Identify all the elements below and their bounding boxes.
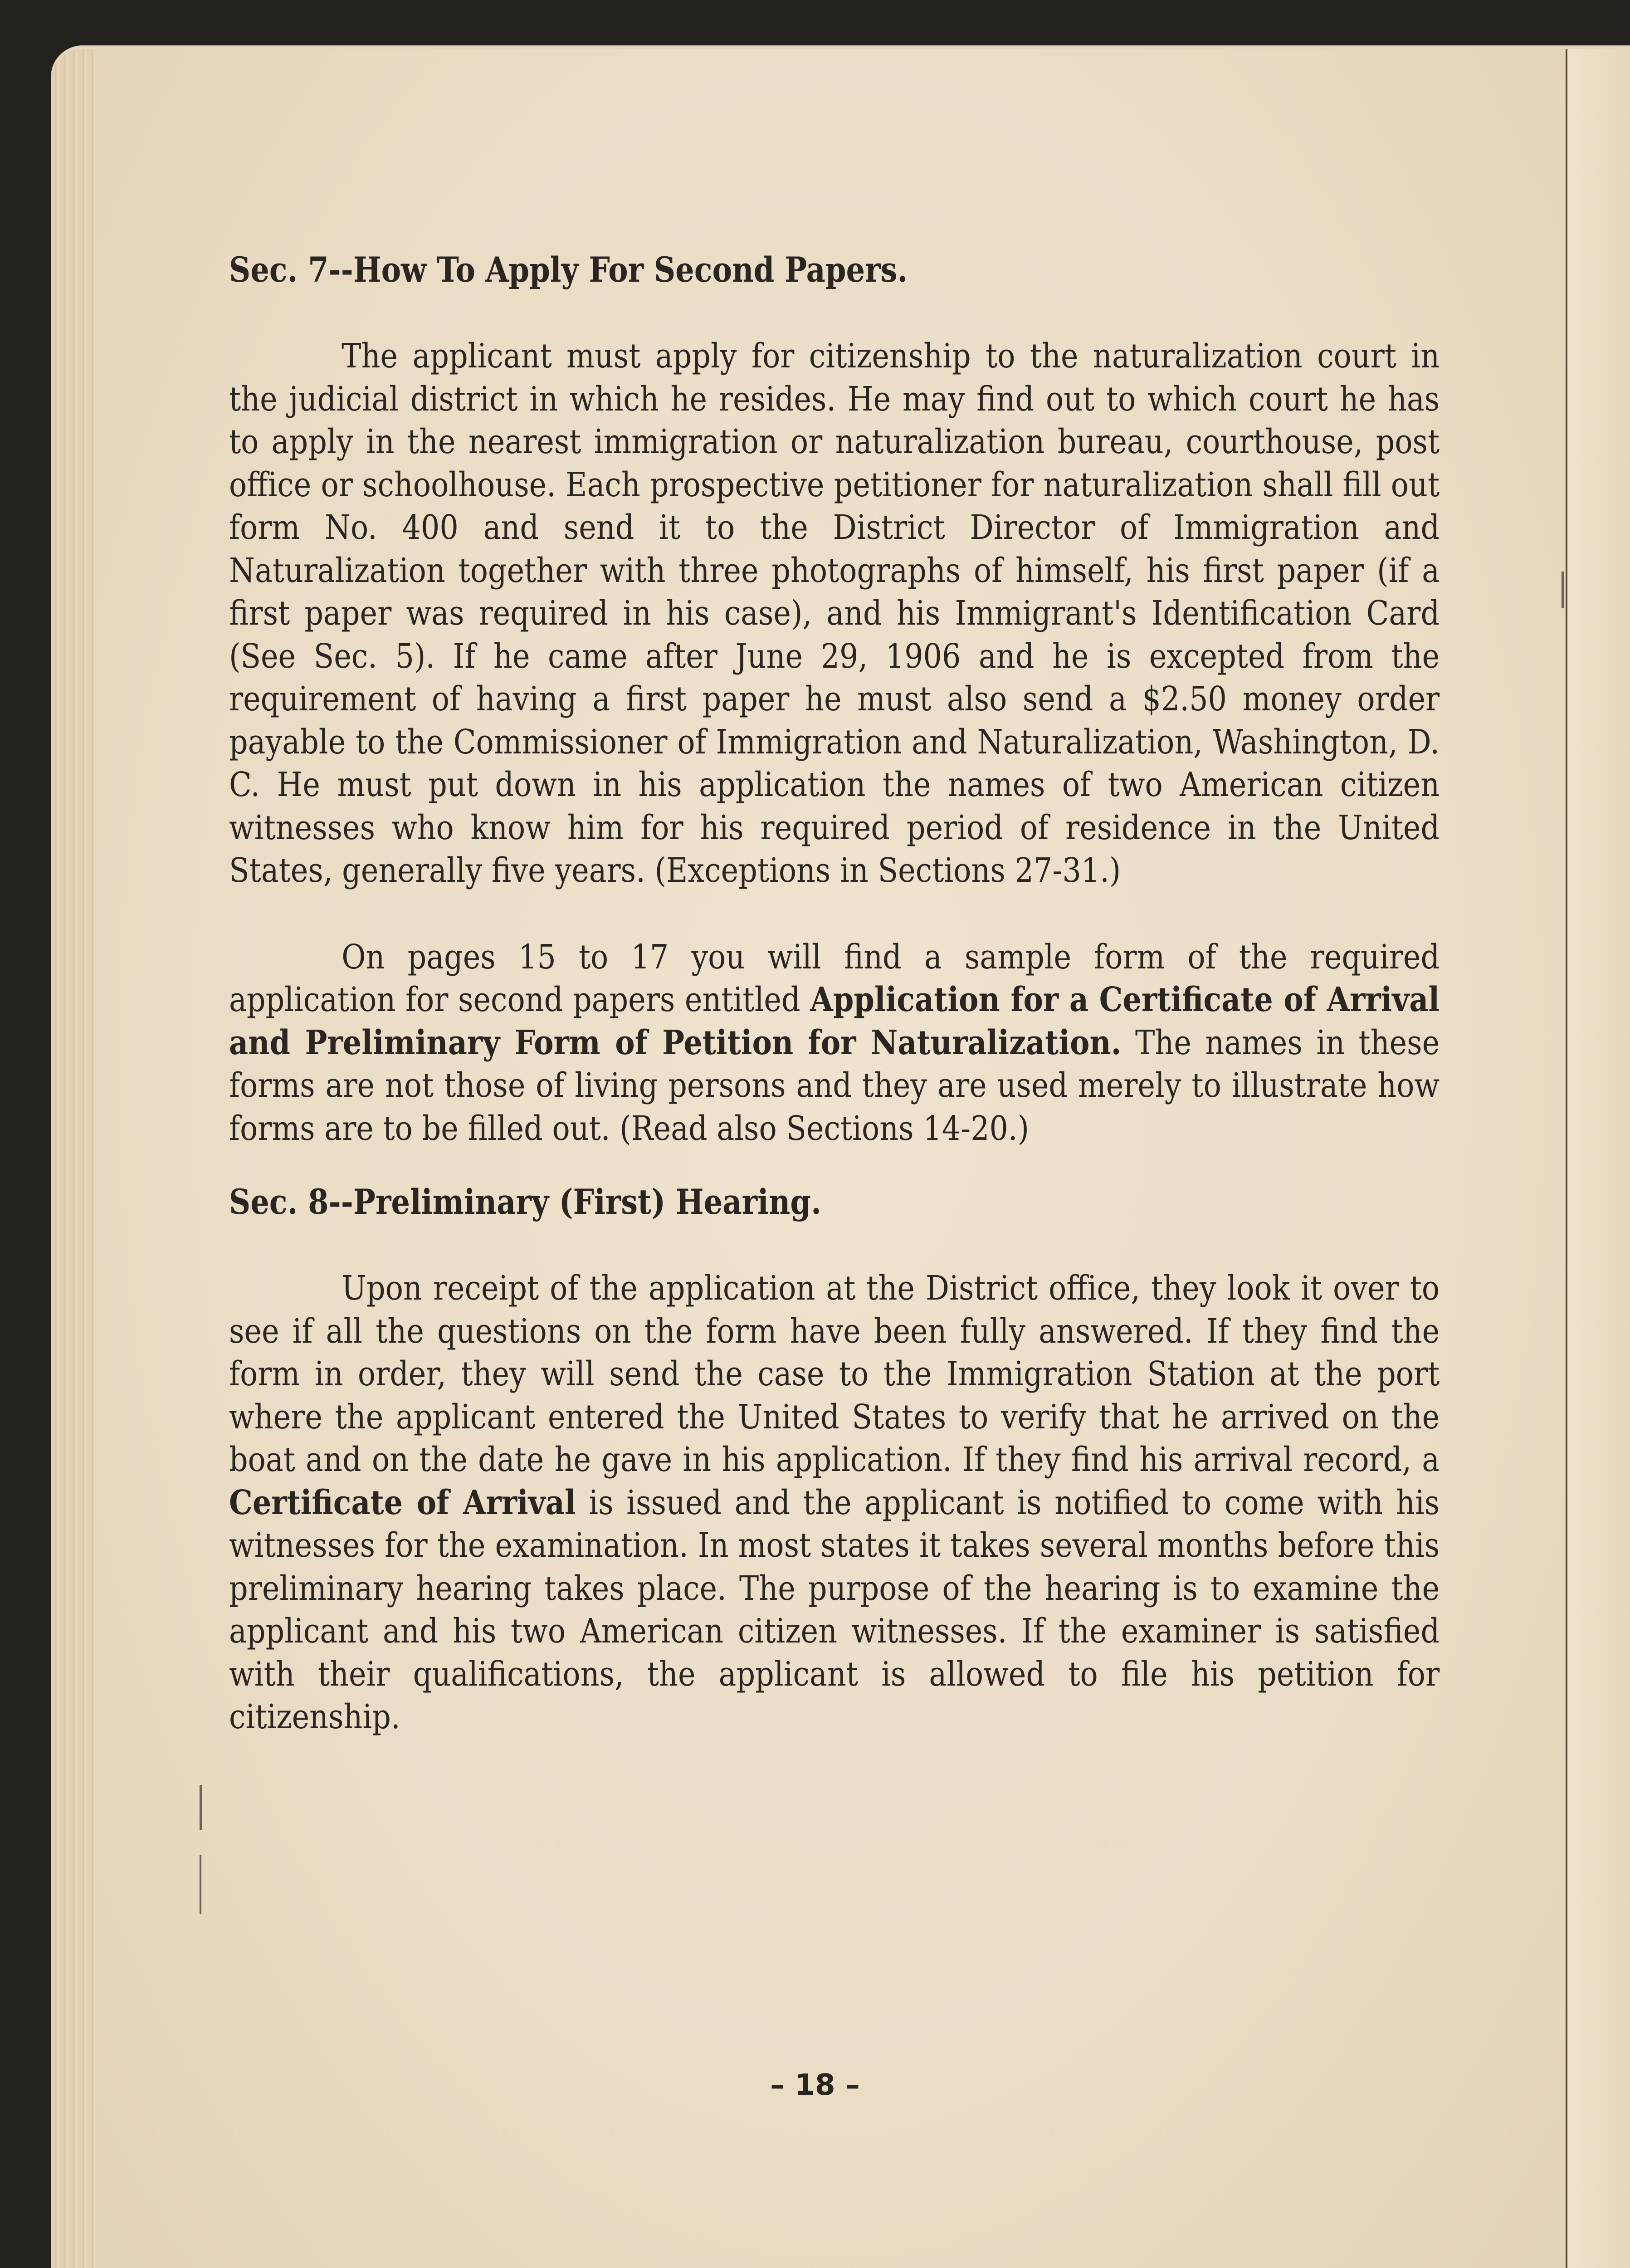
page-edges (51, 49, 96, 2268)
margin-mark (200, 1855, 201, 1914)
section-7-paragraph-2 (229, 936, 1440, 1150)
paragraph-text: is issued and the applicant is notified to come with his witnesses for the examination. In most states it takes several months before this preliminary hearing takes place. The purpose of the hearing is to examine the applicant and his two American citizen witnesses. If the examiner is satisfied with their qualifications, the applicant is allowed to file his petition for citizenship. (229, 1483, 1440, 1736)
form-title-bold: Application for a Certificate of Arrival and Preliminary Form of Petition for Naturalization. (229, 980, 1440, 1062)
margin-mark (200, 1785, 202, 1830)
paragraph-text: On pages 15 to 17 you will find a sample form of the required application for second papers entitled (229, 937, 1440, 1019)
certificate-bold: Certificate of Arrival (229, 1483, 576, 1522)
facing-page-edge (1567, 49, 1630, 2268)
page-text (229, 245, 1440, 1739)
section-7-heading: Sec. 7--How To Apply For Second Papers. (229, 249, 908, 290)
section-7-paragraph-1: The applicant must apply for citizenship to the naturalization court in the judicial district in which he resides. He may find out to which court he has to apply in the nearest immigration or naturalization bureau, courthouse, post office or schoolhouse. Each prospective petitioner for naturalization shall fill out form No. 400 and send it to the District Director of Immigration and Naturalization together with three photographs of himself, his first paper (if a first paper was required in his case), and his Immigrant's Identification Card (See Sec. 5). If he came after June 29, 1906 and he is excepted from the requirement of having a first paper he must also send a $2.50 money order payable to the Commissioner of Immigration and Naturalization, Washington, D. C. He must put down in his application the names of two American citizen witnesses who know him for his required period of residence in the United States, generally five years. (Exceptions in Sections 27-31.) (229, 337, 1440, 890)
section-8-heading: Sec. 8--Preliminary (First) Hearing. (229, 1182, 821, 1222)
page-number: – 18 – (770, 2068, 860, 2102)
margin-mark (1562, 572, 1564, 608)
paragraph-text: Upon receipt of the application at the District office, they look it over to see if all the questions on the form have been fully answered. If they find the form in order, they will send the case to the Immigration Station at the port where the applicant entered the United States to verify that he arrived on the boat and on the date he gave in his application. If they find his arrival record, a (229, 1269, 1440, 1479)
paragraph-text: The names in these forms are not those of living persons and they are used merely to illustrate how forms are to be filled out. (Read also Sections 14-20.) (229, 1023, 1440, 1148)
section-8-paragraph-1 (229, 1267, 1440, 1739)
